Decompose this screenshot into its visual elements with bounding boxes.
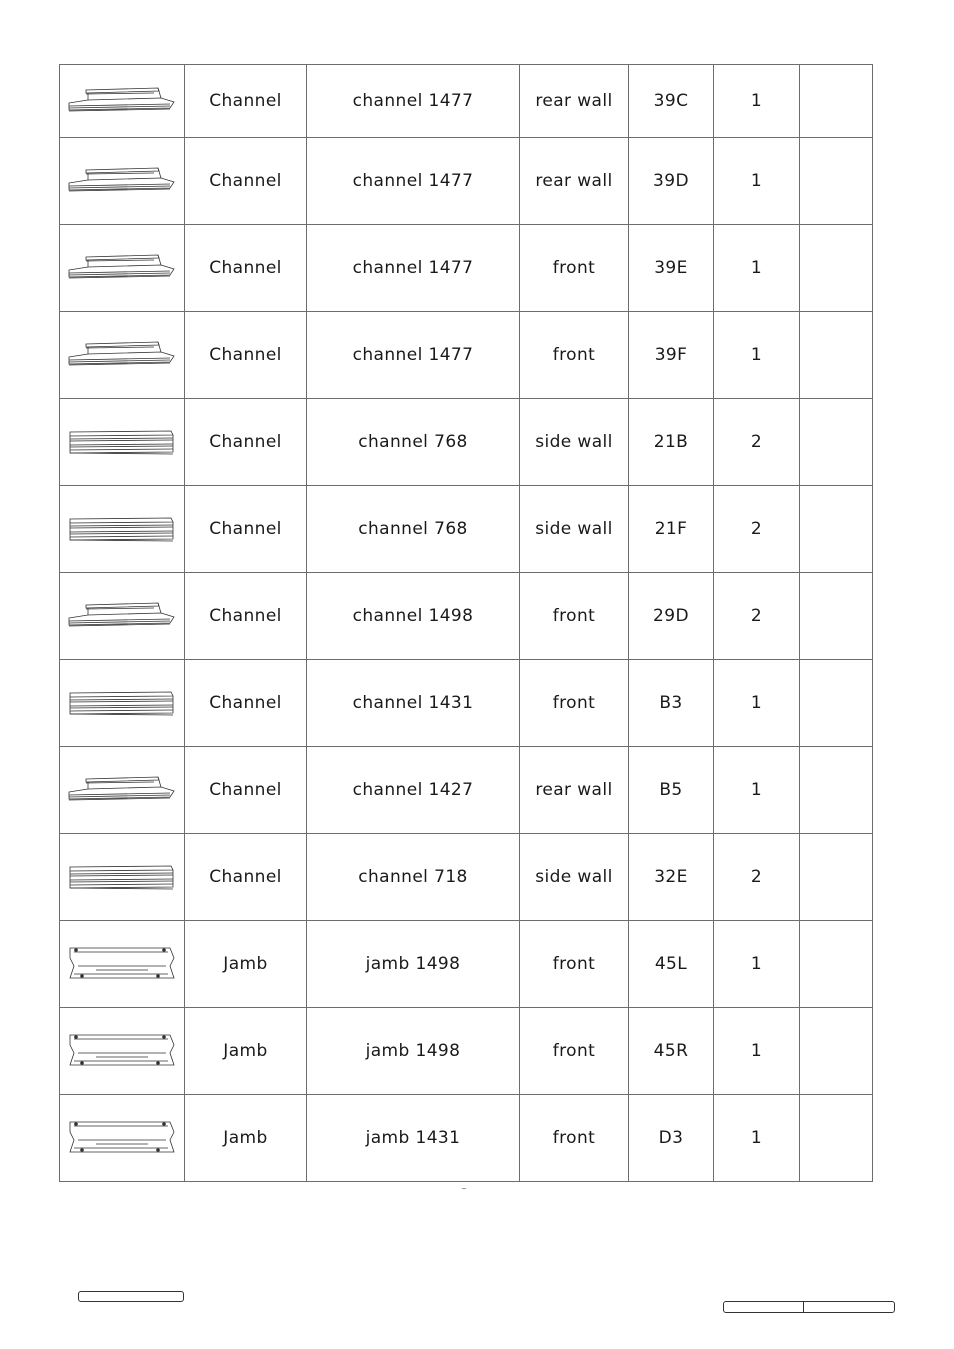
channel-stepped-icon	[60, 84, 184, 118]
part-location-cell: front	[520, 573, 629, 660]
channel-stepped-icon	[60, 251, 184, 285]
jamb-icon	[60, 1031, 184, 1071]
check-cell	[800, 225, 873, 312]
part-image-cell	[60, 65, 185, 138]
part-code-cell: B5	[629, 747, 714, 834]
part-type-cell: Jamb	[185, 1008, 307, 1095]
part-code-cell: 39E	[629, 225, 714, 312]
part-description-cell: channel 1427	[307, 747, 520, 834]
check-cell	[800, 1095, 873, 1182]
part-location-cell: front	[520, 312, 629, 399]
part-description-cell: jamb 1498	[307, 921, 520, 1008]
channel-flat-icon	[60, 513, 184, 545]
part-type-cell: Channel	[185, 399, 307, 486]
part-description-cell: channel 1477	[307, 312, 520, 399]
part-quantity-cell: 1	[714, 747, 800, 834]
part-location-cell: rear wall	[520, 138, 629, 225]
table-row	[60, 573, 873, 660]
part-location-cell: side wall	[520, 834, 629, 921]
check-cell	[800, 312, 873, 399]
part-code-cell: D3	[629, 1095, 714, 1182]
part-description-cell: jamb 1431	[307, 1095, 520, 1182]
channel-flat-icon	[60, 687, 184, 719]
part-description-cell: channel 1431	[307, 660, 520, 747]
jamb-icon	[60, 1118, 184, 1158]
part-location-cell: rear wall	[520, 747, 629, 834]
table-row	[60, 660, 873, 747]
part-code-cell: 39C	[629, 65, 714, 138]
part-type-cell: Jamb	[185, 1095, 307, 1182]
part-type-cell: Channel	[185, 747, 307, 834]
channel-stepped-icon	[60, 599, 184, 633]
part-image-cell	[60, 225, 185, 312]
check-cell	[800, 1008, 873, 1095]
part-location-cell: side wall	[520, 486, 629, 573]
table-row	[60, 486, 873, 573]
jamb-icon	[60, 944, 184, 984]
part-description-cell: channel 1477	[307, 225, 520, 312]
part-code-cell: 21F	[629, 486, 714, 573]
part-type-cell: Channel	[185, 312, 307, 399]
check-cell	[800, 573, 873, 660]
footer-left-box	[78, 1291, 184, 1302]
part-quantity-cell: 1	[714, 225, 800, 312]
part-description-cell: jamb 1498	[307, 1008, 520, 1095]
part-quantity-cell: 1	[714, 312, 800, 399]
part-image-cell	[60, 747, 185, 834]
check-cell	[800, 138, 873, 225]
part-code-cell: B3	[629, 660, 714, 747]
part-code-cell: 39F	[629, 312, 714, 399]
table-row	[60, 225, 873, 312]
part-image-cell	[60, 399, 185, 486]
part-image-cell	[60, 138, 185, 225]
part-type-cell: Channel	[185, 660, 307, 747]
table-row	[60, 1095, 873, 1182]
part-type-cell: Channel	[185, 65, 307, 138]
part-quantity-cell: 1	[714, 921, 800, 1008]
part-type-cell: Channel	[185, 486, 307, 573]
table-row	[60, 138, 873, 225]
part-code-cell: 45R	[629, 1008, 714, 1095]
check-cell	[800, 660, 873, 747]
table-row	[60, 1008, 873, 1095]
part-quantity-cell: 1	[714, 138, 800, 225]
part-location-cell: front	[520, 225, 629, 312]
part-quantity-cell: 2	[714, 486, 800, 573]
part-location-cell: front	[520, 921, 629, 1008]
part-code-cell: 21B	[629, 399, 714, 486]
part-location-cell: side wall	[520, 399, 629, 486]
part-code-cell: 29D	[629, 573, 714, 660]
part-code-cell: 39D	[629, 138, 714, 225]
part-location-cell: front	[520, 1095, 629, 1182]
part-code-cell: 32E	[629, 834, 714, 921]
part-quantity-cell: 2	[714, 834, 800, 921]
part-image-cell	[60, 834, 185, 921]
table-row	[60, 747, 873, 834]
part-image-cell	[60, 1095, 185, 1182]
channel-flat-icon	[60, 861, 184, 893]
part-image-cell	[60, 1008, 185, 1095]
check-cell	[800, 65, 873, 138]
channel-stepped-icon	[60, 338, 184, 372]
part-type-cell: Channel	[185, 225, 307, 312]
page-mark	[462, 1188, 466, 1189]
part-description-cell: channel 768	[307, 399, 520, 486]
table-row	[60, 834, 873, 921]
channel-stepped-icon	[60, 773, 184, 807]
part-location-cell: rear wall	[520, 65, 629, 138]
part-quantity-cell: 1	[714, 660, 800, 747]
part-quantity-cell: 2	[714, 399, 800, 486]
part-location-cell: front	[520, 1008, 629, 1095]
table-row	[60, 65, 873, 138]
part-type-cell: Channel	[185, 573, 307, 660]
table-row	[60, 399, 873, 486]
channel-stepped-icon	[60, 164, 184, 198]
part-type-cell: Jamb	[185, 921, 307, 1008]
part-description-cell: channel 1477	[307, 65, 520, 138]
part-quantity-cell: 2	[714, 573, 800, 660]
part-image-cell	[60, 921, 185, 1008]
part-description-cell: channel 1477	[307, 138, 520, 225]
parts-list-table	[59, 64, 873, 1182]
part-image-cell	[60, 660, 185, 747]
part-type-cell: Channel	[185, 138, 307, 225]
table-row	[60, 312, 873, 399]
part-code-cell: 45L	[629, 921, 714, 1008]
channel-flat-icon	[60, 426, 184, 458]
check-cell	[800, 486, 873, 573]
table-row	[60, 921, 873, 1008]
check-cell	[800, 747, 873, 834]
check-cell	[800, 399, 873, 486]
check-cell	[800, 834, 873, 921]
part-location-cell: front	[520, 660, 629, 747]
part-description-cell: channel 768	[307, 486, 520, 573]
part-description-cell: channel 718	[307, 834, 520, 921]
part-image-cell	[60, 486, 185, 573]
part-quantity-cell: 1	[714, 1008, 800, 1095]
part-description-cell: channel 1498	[307, 573, 520, 660]
part-image-cell	[60, 312, 185, 399]
part-quantity-cell: 1	[714, 1095, 800, 1182]
part-type-cell: Channel	[185, 834, 307, 921]
footer-right-box	[723, 1301, 895, 1313]
part-image-cell	[60, 573, 185, 660]
check-cell	[800, 921, 873, 1008]
part-quantity-cell: 1	[714, 65, 800, 138]
